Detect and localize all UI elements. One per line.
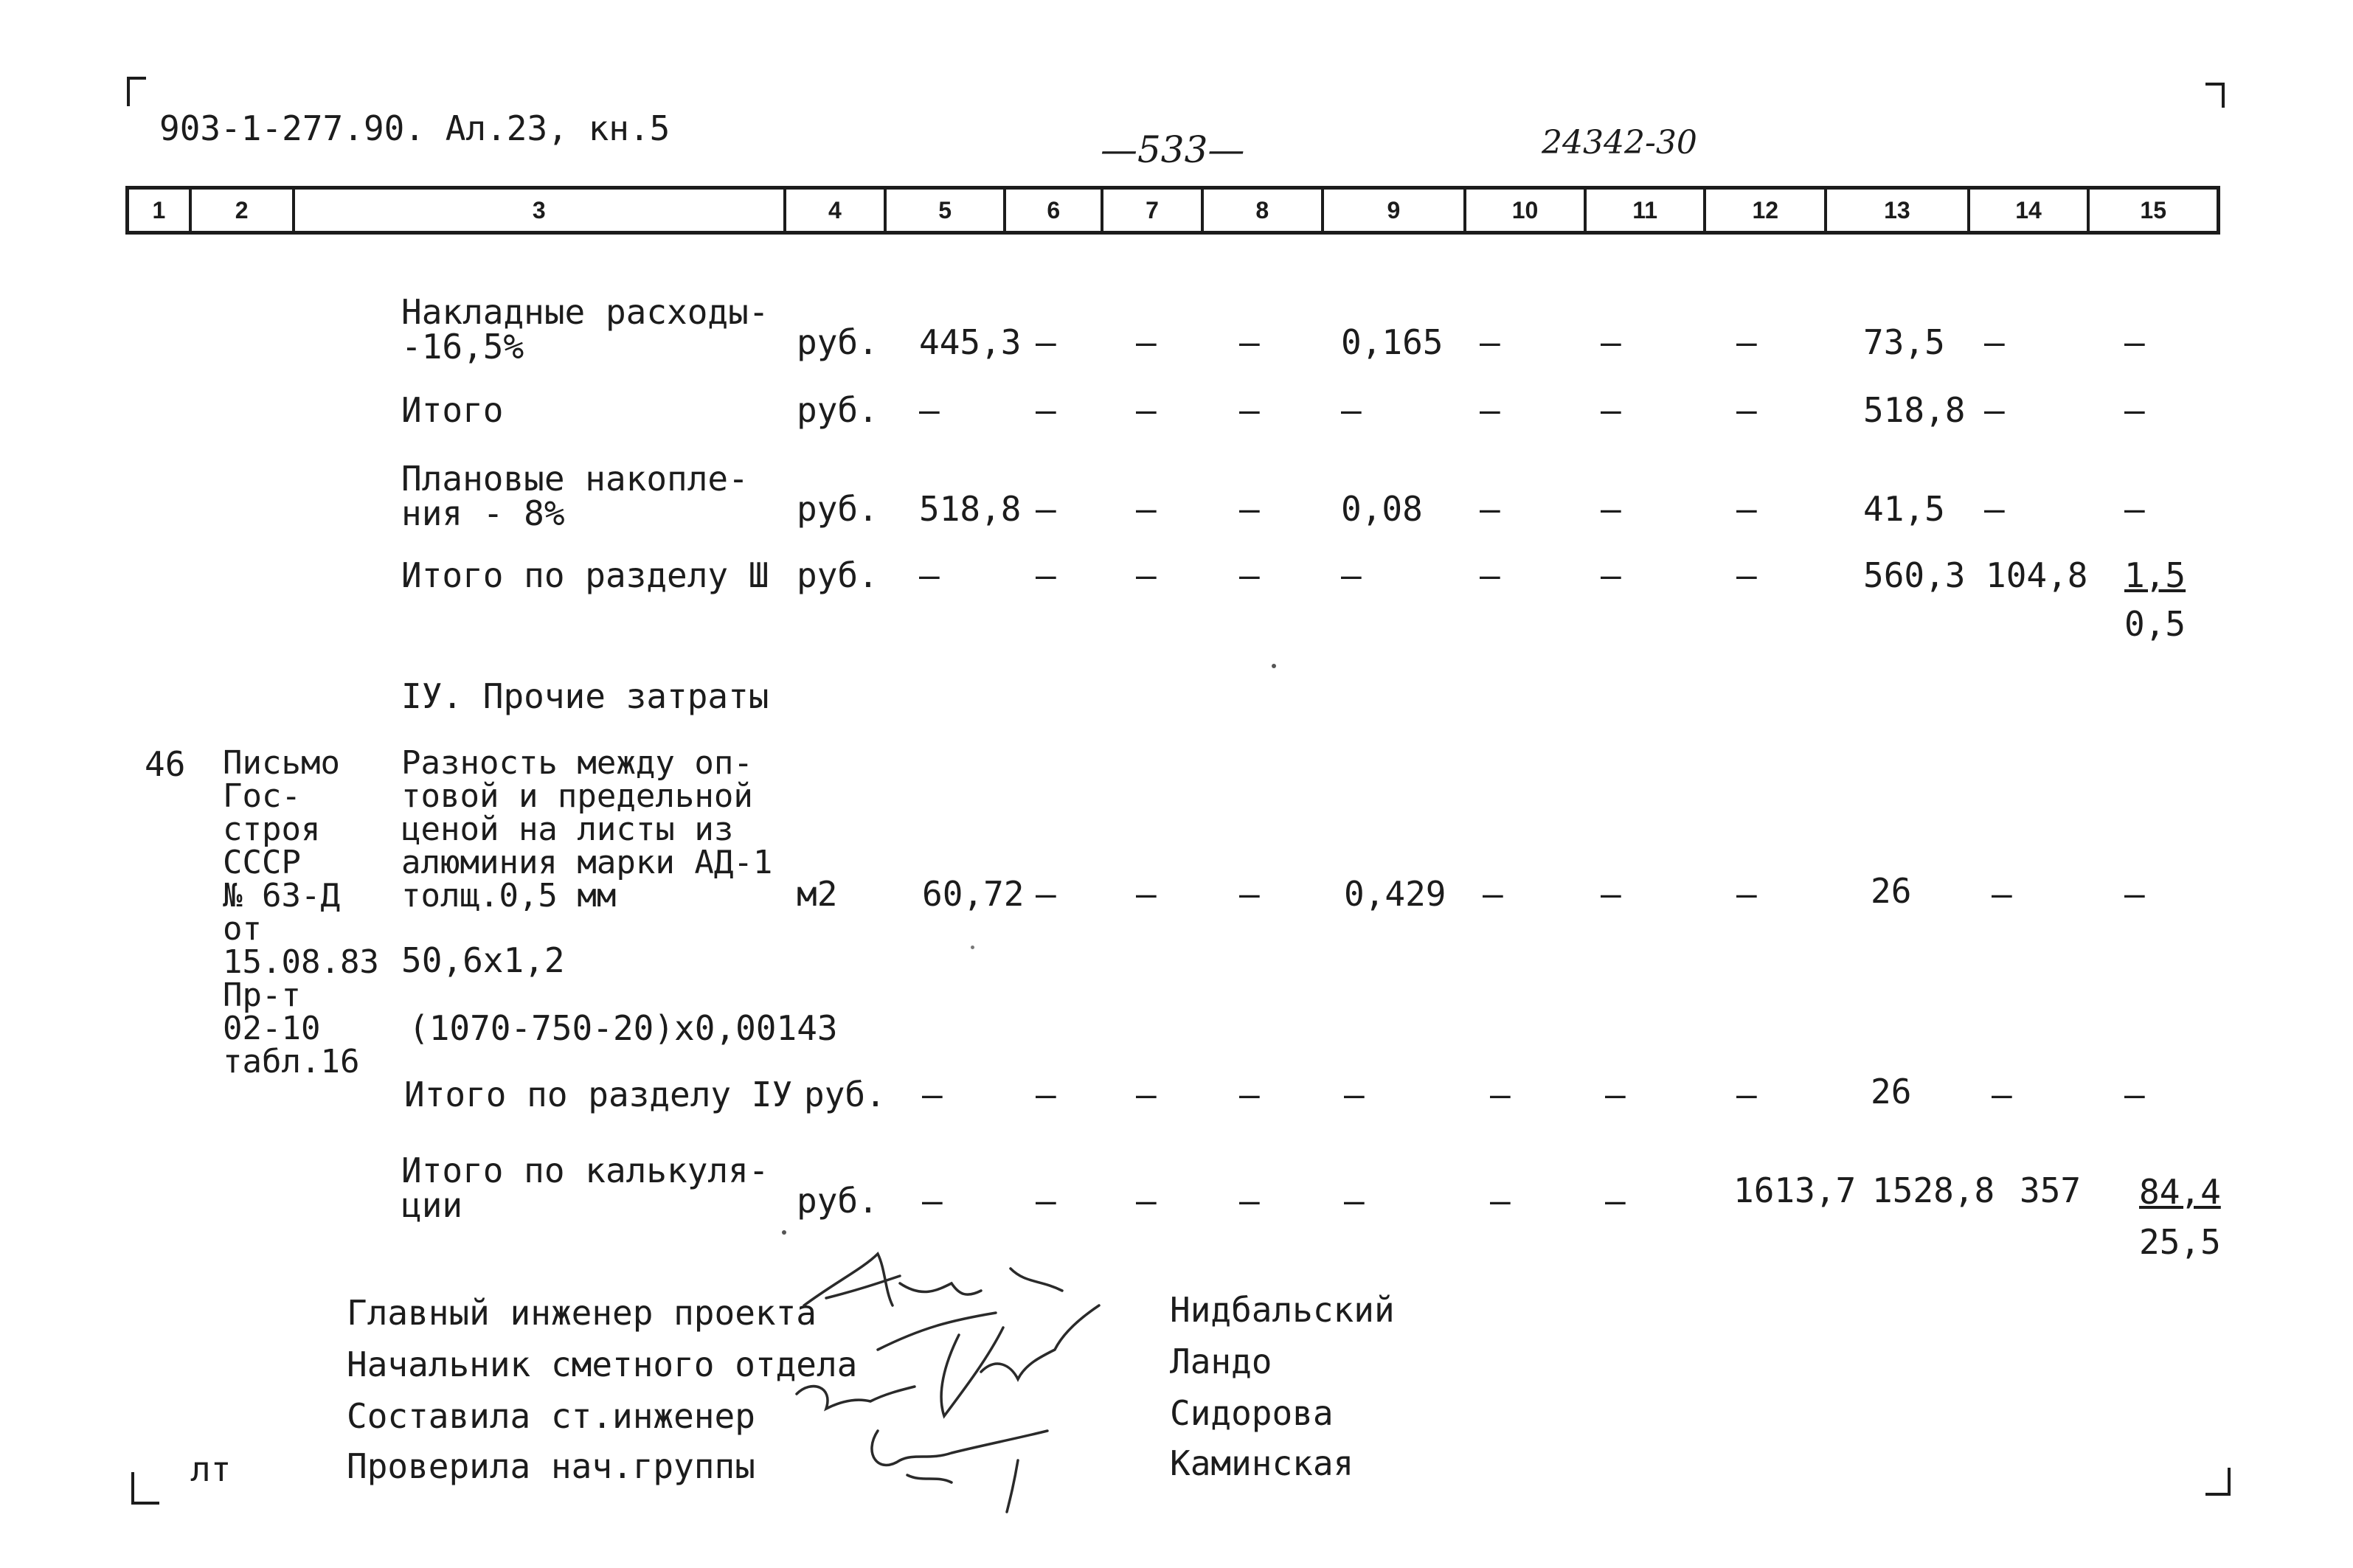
total1-dash-9: – bbox=[1341, 390, 1362, 430]
column-header-9: 9 bbox=[1324, 190, 1467, 231]
savings-dash-12: – bbox=[1736, 489, 1757, 529]
total-calc-dash-10: – bbox=[1490, 1181, 1511, 1221]
signature-name-sidorova: Сидорова bbox=[1170, 1393, 1334, 1433]
total-s3-dash-11: – bbox=[1601, 555, 1621, 595]
total-s3-dash-8: – bbox=[1239, 555, 1260, 595]
total1-dash-5: – bbox=[919, 390, 940, 430]
handwritten-signatures bbox=[774, 1239, 1188, 1534]
total1-label: Итого bbox=[401, 390, 504, 430]
total-s3-col14: 104,8 bbox=[1986, 555, 2088, 595]
savings-label: Плановые накопле- ния - 8% bbox=[401, 459, 749, 533]
savings-dash-7: – bbox=[1136, 489, 1157, 529]
item-46-dash-14: – bbox=[1992, 874, 2012, 914]
total-s4-dash-10: – bbox=[1490, 1075, 1511, 1114]
total-s4-dash-15: – bbox=[2124, 1075, 2145, 1114]
page-number: —533— bbox=[1101, 128, 1245, 171]
total-calc-dash-9: – bbox=[1344, 1181, 1365, 1221]
total-s3-dash-12: – bbox=[1736, 555, 1757, 595]
total-calc-col12: 1613,7 bbox=[1733, 1170, 1857, 1210]
column-header-3: 3 bbox=[295, 190, 787, 231]
savings-dash-8: – bbox=[1239, 489, 1260, 529]
total-calc-dash-7: – bbox=[1136, 1181, 1157, 1221]
total-calc-dash-8: – bbox=[1239, 1181, 1260, 1221]
overhead-col13: 73,5 bbox=[1863, 322, 1945, 362]
total-calc-col15-bottom: 25,5 bbox=[2139, 1222, 2221, 1262]
column-header-13: 13 bbox=[1827, 190, 1970, 231]
item-46-number: 46 bbox=[145, 744, 186, 784]
corner-mark-bottom-right bbox=[2205, 1468, 2231, 1496]
document-reference: 903-1-277.90. Ал.23, кн.5 bbox=[159, 108, 670, 148]
total-s4-dash-14: – bbox=[1992, 1075, 2012, 1114]
column-header-6: 6 bbox=[1006, 190, 1103, 231]
item-46-col5: 60,72 bbox=[922, 874, 1025, 914]
column-header-8: 8 bbox=[1204, 190, 1324, 231]
total-s3-dash-7: – bbox=[1136, 555, 1157, 595]
item-46-dash-10: – bbox=[1483, 874, 1503, 914]
total-s3-label: Итого по разделу Ш bbox=[401, 555, 769, 595]
total1-dash-12: – bbox=[1736, 390, 1757, 430]
total1-dash-14: – bbox=[1984, 390, 2005, 430]
savings-unit: руб. bbox=[797, 489, 879, 529]
column-header-4: 4 bbox=[786, 190, 887, 231]
overhead-dash-7: – bbox=[1136, 322, 1157, 362]
item-46-col13: 26 bbox=[1871, 871, 1912, 911]
item-46-col9: 0,429 bbox=[1344, 874, 1446, 914]
total-calc-col15-top: 84,4 bbox=[2139, 1172, 2221, 1212]
total1-dash-11: – bbox=[1601, 390, 1621, 430]
overhead-label: Накладные расходы- -16,5% bbox=[401, 292, 769, 367]
section-4-title: IУ. Прочие затраты bbox=[401, 676, 769, 716]
overhead-dash-14: – bbox=[1984, 322, 2005, 362]
column-header-12: 12 bbox=[1706, 190, 1827, 231]
column-header-15: 15 bbox=[2140, 196, 2166, 223]
signature-name-nidbalsky: Нидбальский bbox=[1170, 1290, 1395, 1330]
item-46-dash-15: – bbox=[2124, 874, 2145, 914]
total-s3-col13: 560,3 bbox=[1863, 555, 1966, 595]
total-calc-label: Итого по калькуля- ции bbox=[401, 1151, 769, 1225]
total-calc-dash-11: – bbox=[1605, 1181, 1626, 1221]
signature-role-checked-by: Проверила нач.группы bbox=[347, 1446, 755, 1486]
total-s3-unit: руб. bbox=[797, 555, 879, 595]
total1-col13: 518,8 bbox=[1863, 390, 1966, 430]
item-46-description: Разность между оп- товой и предельной ценой на листы из алюминия марки АД-1 толщ.0,5 мм bbox=[401, 744, 773, 915]
item-46-calc-1: 50,6х1,2 bbox=[401, 940, 565, 980]
corner-mark-top-right bbox=[2205, 83, 2225, 108]
total-s4-dash-7: – bbox=[1136, 1075, 1157, 1114]
total-calc-dash-5: – bbox=[922, 1181, 943, 1221]
total-s3-dash-6: – bbox=[1036, 555, 1056, 595]
savings-col9: 0,08 bbox=[1341, 489, 1423, 529]
total-s4-col13: 26 bbox=[1871, 1072, 1912, 1111]
total1-dash-8: – bbox=[1239, 390, 1260, 430]
item-46-unit: м2 bbox=[797, 874, 838, 914]
scan-speck bbox=[1272, 664, 1276, 668]
total-s3-dash-10: – bbox=[1480, 555, 1500, 595]
column-number-strip bbox=[125, 186, 2220, 235]
signature-role-head-estimates: Начальник сметного отдела bbox=[347, 1345, 858, 1384]
scan-speck bbox=[971, 946, 974, 949]
overhead-col5: 445,3 bbox=[919, 322, 1022, 362]
total-s3-col15-top: 1,5 bbox=[2124, 555, 2186, 595]
footer-mark: лт bbox=[190, 1449, 232, 1489]
total1-dash-7: – bbox=[1136, 390, 1157, 430]
overhead-dash-8: – bbox=[1239, 322, 1260, 362]
scan-speck bbox=[782, 1230, 786, 1235]
signature-name-lando: Ландо bbox=[1170, 1342, 1272, 1381]
column-header-7: 7 bbox=[1103, 190, 1204, 231]
overhead-col9: 0,165 bbox=[1341, 322, 1444, 362]
item-46-dash-8: – bbox=[1239, 874, 1260, 914]
savings-col5: 518,8 bbox=[919, 489, 1022, 529]
item-46-dash-7: – bbox=[1136, 874, 1157, 914]
total-s4-dash-9: – bbox=[1344, 1075, 1365, 1114]
overhead-dash-15: – bbox=[2124, 322, 2145, 362]
column-header-14: 14 bbox=[1970, 190, 2090, 231]
overhead-dash-11: – bbox=[1601, 322, 1621, 362]
overhead-dash-12: – bbox=[1736, 322, 1757, 362]
overhead-dash-10: – bbox=[1480, 322, 1500, 362]
signature-role-chief-engineer: Главный инженер проекта bbox=[347, 1293, 817, 1333]
savings-dash-6: – bbox=[1036, 489, 1056, 529]
savings-col13: 41,5 bbox=[1863, 489, 1945, 529]
signature-role-compiled-by: Составила ст.инженер bbox=[347, 1396, 755, 1436]
total-s3-dash-5: – bbox=[919, 555, 940, 595]
item-46-dash-11: – bbox=[1601, 874, 1621, 914]
corner-mark-bottom-left bbox=[131, 1472, 159, 1505]
overhead-unit: руб. bbox=[797, 322, 879, 362]
item-46-calc-2: (1070-750-20)х0,00143 bbox=[409, 1008, 838, 1048]
savings-dash-14: – bbox=[1984, 489, 2005, 529]
column-header-11: 11 bbox=[1587, 190, 1707, 231]
item-46-source: Письмо Гос- строя СССР № 63-Д от 15.08.83 Пр-т 02-10 табл.16 bbox=[223, 744, 379, 1080]
column-header-5: 5 bbox=[887, 190, 1007, 231]
total-s4-dash-8: – bbox=[1239, 1075, 1260, 1114]
item-46-dash-12: – bbox=[1736, 874, 1757, 914]
total-s4-dash-6: – bbox=[1036, 1075, 1056, 1114]
total-s4-dash-12: – bbox=[1736, 1075, 1757, 1114]
corner-mark-top-left bbox=[127, 77, 146, 106]
savings-dash-10: – bbox=[1480, 489, 1500, 529]
total-s4-dash-11: – bbox=[1605, 1075, 1626, 1114]
total1-dash-6: – bbox=[1036, 390, 1056, 430]
total-s4-dash-5: – bbox=[922, 1075, 943, 1114]
column-header-2: 2 bbox=[192, 190, 295, 231]
savings-dash-15: – bbox=[2124, 489, 2145, 529]
total1-dash-10: – bbox=[1480, 390, 1500, 430]
column-header-1: 1 bbox=[129, 190, 192, 231]
total-s4-label: Итого по разделу IУ bbox=[404, 1075, 793, 1114]
total-calc-unit: руб. bbox=[797, 1181, 879, 1221]
item-46-dash-6: – bbox=[1036, 874, 1056, 914]
total-s3-col15-bottom: 0,5 bbox=[2124, 604, 2186, 644]
signature-name-kaminskaya: Каминская bbox=[1170, 1443, 1354, 1483]
total-calc-col13: 1528,8 bbox=[1872, 1170, 1995, 1210]
savings-dash-11: – bbox=[1601, 489, 1621, 529]
inventory-stamp-number: 24342-30 bbox=[1542, 124, 1697, 162]
total1-dash-15: – bbox=[2124, 390, 2145, 430]
total1-unit: руб. bbox=[797, 390, 879, 430]
total-calc-col14: 357 bbox=[2020, 1170, 2082, 1210]
total-s4-unit: руб. bbox=[804, 1075, 886, 1114]
overhead-dash-6: – bbox=[1036, 322, 1056, 362]
total-calc-dash-6: – bbox=[1036, 1181, 1056, 1221]
total-s3-dash-9: – bbox=[1341, 555, 1362, 595]
column-header-10: 10 bbox=[1466, 190, 1587, 231]
